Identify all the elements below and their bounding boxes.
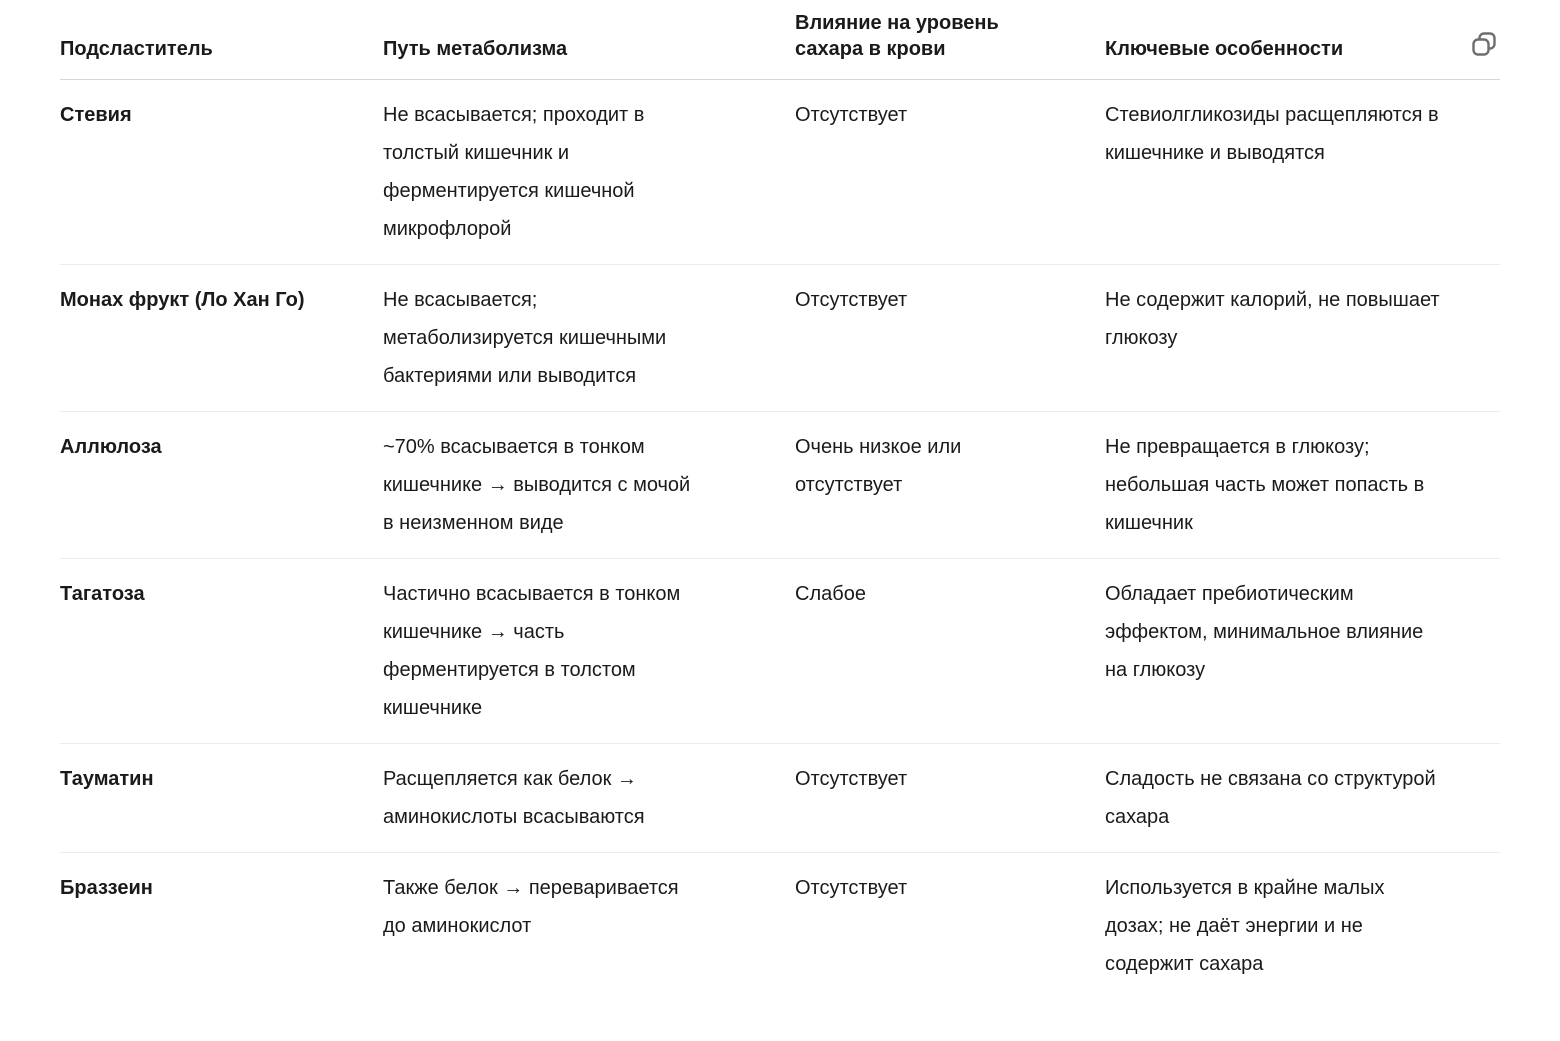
table-row: [60, 412, 1500, 559]
cell-features: Используется в крайне малых дозах; не даёт энергии и не содержит сахара: [1105, 877, 1385, 975]
cell-metabolism: Не всасывается; проходит в толстый кишечник и ферментируется кишечной микрофлорой: [383, 104, 645, 240]
cell-features: Обладает пребиотическим эффектом, минимальное влияние на глюкозу: [1105, 583, 1424, 681]
copy-table-button[interactable]: [1469, 29, 1500, 60]
cell-blood-sugar: Слабое: [795, 583, 866, 605]
column-header-features-label: Ключевые особенности: [1105, 38, 1344, 60]
cell-sweetener: Браззеин: [60, 877, 153, 899]
table-row: [60, 853, 1500, 1000]
table-row: [60, 744, 1500, 853]
column-header-blood-sugar: Влияние на уровень сахара в крови: [795, 12, 999, 60]
cell-blood-sugar: Отсутствует: [795, 104, 908, 126]
column-header-features: [1105, 0, 1500, 80]
copy-icon: [1469, 29, 1500, 60]
cell-metabolism: Частично всасывается в тонком кишечнике → часть ферментируется в толстом кишечнике: [383, 583, 681, 719]
cell-features: Сладость не связана со структурой сахара: [1105, 768, 1436, 828]
table-header: [60, 0, 1500, 80]
cell-metabolism: ~70% всасывается в тонком кишечнике → выводится с мочой в неизменном виде: [383, 436, 691, 534]
cell-sweetener: Монах фрукт (Ло Хан Го): [60, 289, 305, 311]
sweeteners-table: [60, 0, 1500, 999]
column-header-sweetener: Подсластитель: [60, 38, 213, 60]
cell-sweetener: Аллюлоза: [60, 436, 162, 458]
table-row: [60, 265, 1500, 412]
cell-features: Не превращается в глюкозу; небольшая часть может попасть в кишечник: [1105, 436, 1425, 534]
cell-sweetener: Стевия: [60, 104, 132, 126]
cell-blood-sugar: Отсутствует: [795, 768, 908, 790]
cell-metabolism: Расщепляется как белок → аминокислоты всасываются: [383, 768, 645, 828]
cell-metabolism: Также белок → переваривается до аминокислот: [383, 877, 679, 937]
cell-blood-sugar: Очень низкое или отсутствует: [795, 436, 962, 496]
cell-sweetener: Тагатоза: [60, 583, 145, 605]
cell-blood-sugar: Отсутствует: [795, 289, 908, 311]
cell-metabolism: Не всасывается; метаболизируется кишечными бактериями или выводится: [383, 289, 667, 387]
cell-sweetener: Тауматин: [60, 768, 154, 790]
cell-blood-sugar: Отсутствует: [795, 877, 908, 899]
cell-features: Стевиолгликозиды расщепляются в кишечнике и выводятся: [1105, 104, 1439, 164]
table-row: [60, 80, 1500, 265]
table-row: [60, 559, 1500, 744]
cell-features: Не содержит калорий, не повышает глюкозу: [1105, 289, 1440, 349]
column-header-metabolism: Путь метаболизма: [383, 38, 568, 60]
